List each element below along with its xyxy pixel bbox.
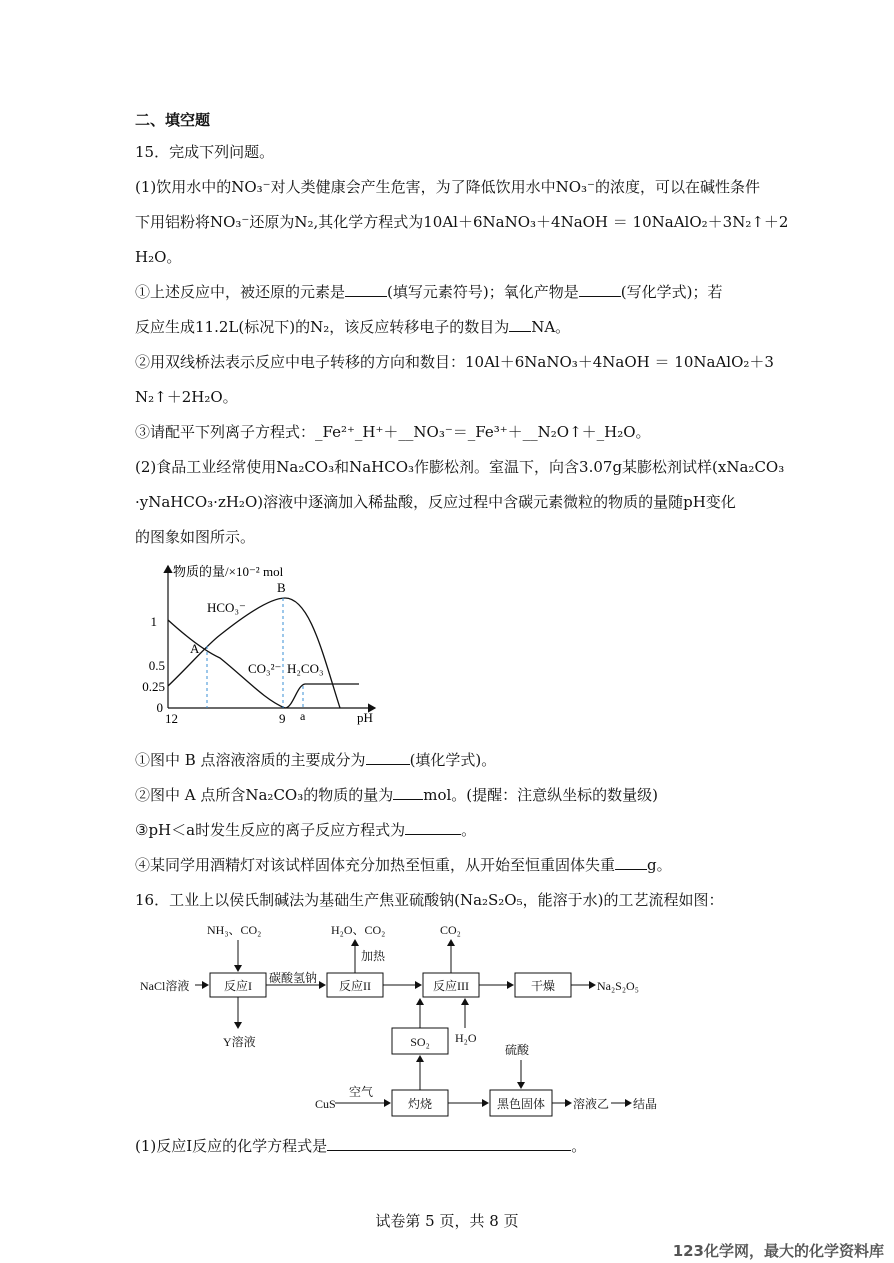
- series-label-hco3: HCO₃⁻: [207, 600, 246, 615]
- q15-sub2-line2: N₂↑＋2H₂O。: [135, 388, 238, 406]
- q15-sub1-text-c: (写化学式)；若: [620, 283, 723, 301]
- answer-blank[interactable]: [405, 820, 461, 835]
- page-footer: 试卷第 5 页，共 8 页: [375, 1212, 519, 1230]
- q15-c2-text-b: mol。(提醒：注意纵坐标的数量级): [423, 786, 659, 804]
- q15-c4-text-a: ④某同学用酒精灯对该试样固体充分加热至恒重，从开始至恒重固体失重: [135, 856, 616, 874]
- reaction-2-label: 反应II: [339, 979, 371, 993]
- answer-blank[interactable]: [579, 282, 621, 297]
- output-co2: CO₂: [440, 923, 461, 937]
- q15-sub1-text-b: (填写元素符号)；氧化产物是: [387, 283, 579, 301]
- q15-chart-q2: [135, 785, 658, 805]
- x-tick: 12: [165, 711, 178, 726]
- answer-blank[interactable]: [615, 855, 647, 870]
- cus-label: CuS: [315, 1097, 336, 1111]
- q15-c2-text-a: ②图中 A 点所含Na₂CO₃的物质的量为: [135, 786, 394, 804]
- answer-blank[interactable]: [509, 317, 531, 332]
- q15-chart-q1: [135, 750, 496, 770]
- q15-c3-text-a: ③pH＜a时发生反应的离子反应方程式为: [135, 821, 406, 839]
- x-axis-label: pH: [357, 710, 373, 725]
- answer-blank[interactable]: [345, 282, 387, 297]
- h2o-label: H₂O: [455, 1031, 477, 1045]
- y-tick: 0: [156, 700, 163, 715]
- reaction-3-label: 反应III: [433, 979, 469, 993]
- q15-sub1-text-d: 反应生成11.2L(标况下)的N₂，该反应转移电子的数目为: [135, 318, 510, 336]
- burn-label: 灼烧: [407, 1097, 433, 1111]
- point-b-label: B: [277, 580, 286, 595]
- answer-blank[interactable]: [327, 1136, 571, 1151]
- series-label-co3: CO₃²⁻: [248, 661, 282, 676]
- q15-c4-text-b: g。: [647, 856, 672, 874]
- q15-c1-text-b: (填化学式)。: [409, 751, 497, 769]
- q15-c3-text-b: 。: [461, 821, 477, 839]
- y-tick: 0.25: [142, 679, 165, 694]
- q15-sub1-line1: [135, 282, 722, 302]
- air-label: 空气: [349, 1085, 374, 1099]
- q15-sub2-line1: ②用双线桥法表示反应中电子转移的方向和数目：10Al＋6NaNO₃＋4NaOH ＝ 10NaAlO₂＋3: [135, 353, 774, 371]
- acid-label: 硫酸: [505, 1043, 530, 1057]
- y-axis-label: 物质的量/×10⁻² mol: [173, 564, 284, 579]
- q16-sub1-text-a: (1)反应I反应的化学方程式是: [135, 1137, 328, 1155]
- so2-label: SO₂: [410, 1035, 430, 1049]
- process-flow-diagram: [135, 918, 675, 1123]
- q15-chart-q4: [135, 855, 672, 875]
- solution-b-label: 溶液乙: [573, 1097, 610, 1111]
- edge-label-nahco3: 碳酸氢钠: [269, 971, 318, 985]
- reaction-1-label: 反应I: [224, 979, 252, 993]
- section-title: 二、填空题: [135, 111, 211, 129]
- input-nacl: NaCl溶液: [140, 979, 190, 993]
- watermark: 123化学网，最大的化学资料库: [672, 1242, 884, 1260]
- q15-p2-line2: ·yNaHCO₃·zH₂O)溶液中逐滴加入稀盐酸，反应过程中含碳元素微粒的物质的量随pH变化: [135, 493, 736, 511]
- answer-blank[interactable]: [393, 785, 423, 800]
- q15-p1-line3: H₂O。: [135, 248, 182, 266]
- q15-sub3: ③请配平下列离子方程式：_Fe²⁺_H⁺＋__NO₃⁻＝_Fe³⁺＋__N₂O↑＋_H₂O。: [135, 423, 651, 441]
- answer-blank[interactable]: [366, 750, 410, 765]
- q15-p2-line3: 的图象如图所示。: [135, 528, 256, 546]
- x-tick: 9: [279, 711, 286, 726]
- q16-sub1-text-b: 。: [571, 1137, 587, 1155]
- point-a-label: A: [190, 641, 200, 656]
- q16-title: 16．工业上以侯氏制碱法为基础生产焦亚硫酸钠(Na₂S₂O₅，能溶于水)的工艺流程如图：: [135, 891, 724, 909]
- input-nh3-co2: NH₃、CO₂: [207, 923, 262, 937]
- q15-p2-line1: (2)食品工业经常使用Na₂CO₃和NaHCO₃作膨松剂。室温下，向含3.07g某膨松剂试样(xNa₂CO₃: [135, 458, 785, 476]
- q16-sub1: [135, 1136, 586, 1156]
- y-tick: 1: [150, 614, 157, 629]
- q15-p1-line2: 下用铝粉将NO₃⁻还原为N₂,其化学方程式为10Al＋6NaNO₃＋4NaOH ＝ 10NaAlO₂＋3N₂↑＋2: [135, 213, 789, 231]
- series-label-h2co3: H₂CO₃: [287, 661, 324, 676]
- heat-label: 加热: [361, 949, 386, 963]
- q15-sub1-text-a: ①上述反应中，被还原的元素是: [135, 283, 346, 301]
- q15-sub1-line2: [135, 317, 570, 337]
- series-h2co3-line: [285, 684, 359, 708]
- x-tick: a: [300, 709, 306, 723]
- black-solid-label: 黑色固体: [496, 1097, 546, 1111]
- ph-chart: [135, 560, 395, 730]
- q15-chart-q3: [135, 820, 476, 840]
- q15-title: 15．完成下列问题。: [135, 143, 275, 161]
- crystal-label: 结晶: [633, 1097, 658, 1111]
- product-label: Na₂S₂O₅: [597, 979, 639, 993]
- dry-label: 干燥: [530, 979, 556, 993]
- y-tick: 0.5: [148, 658, 165, 673]
- q15-c1-text-a: ①图中 B 点溶液溶质的主要成分为: [135, 751, 366, 769]
- q15-sub1-text-e: NA。: [531, 318, 571, 336]
- y-solution: Y溶液: [223, 1035, 256, 1049]
- output-h2o-co2: H₂O、CO₂: [331, 923, 386, 937]
- q15-p1-line1: (1)饮用水中的NO₃⁻对人类健康会产生危害，为了降低饮用水中NO₃⁻的浓度，可以在碱性条件: [135, 178, 760, 196]
